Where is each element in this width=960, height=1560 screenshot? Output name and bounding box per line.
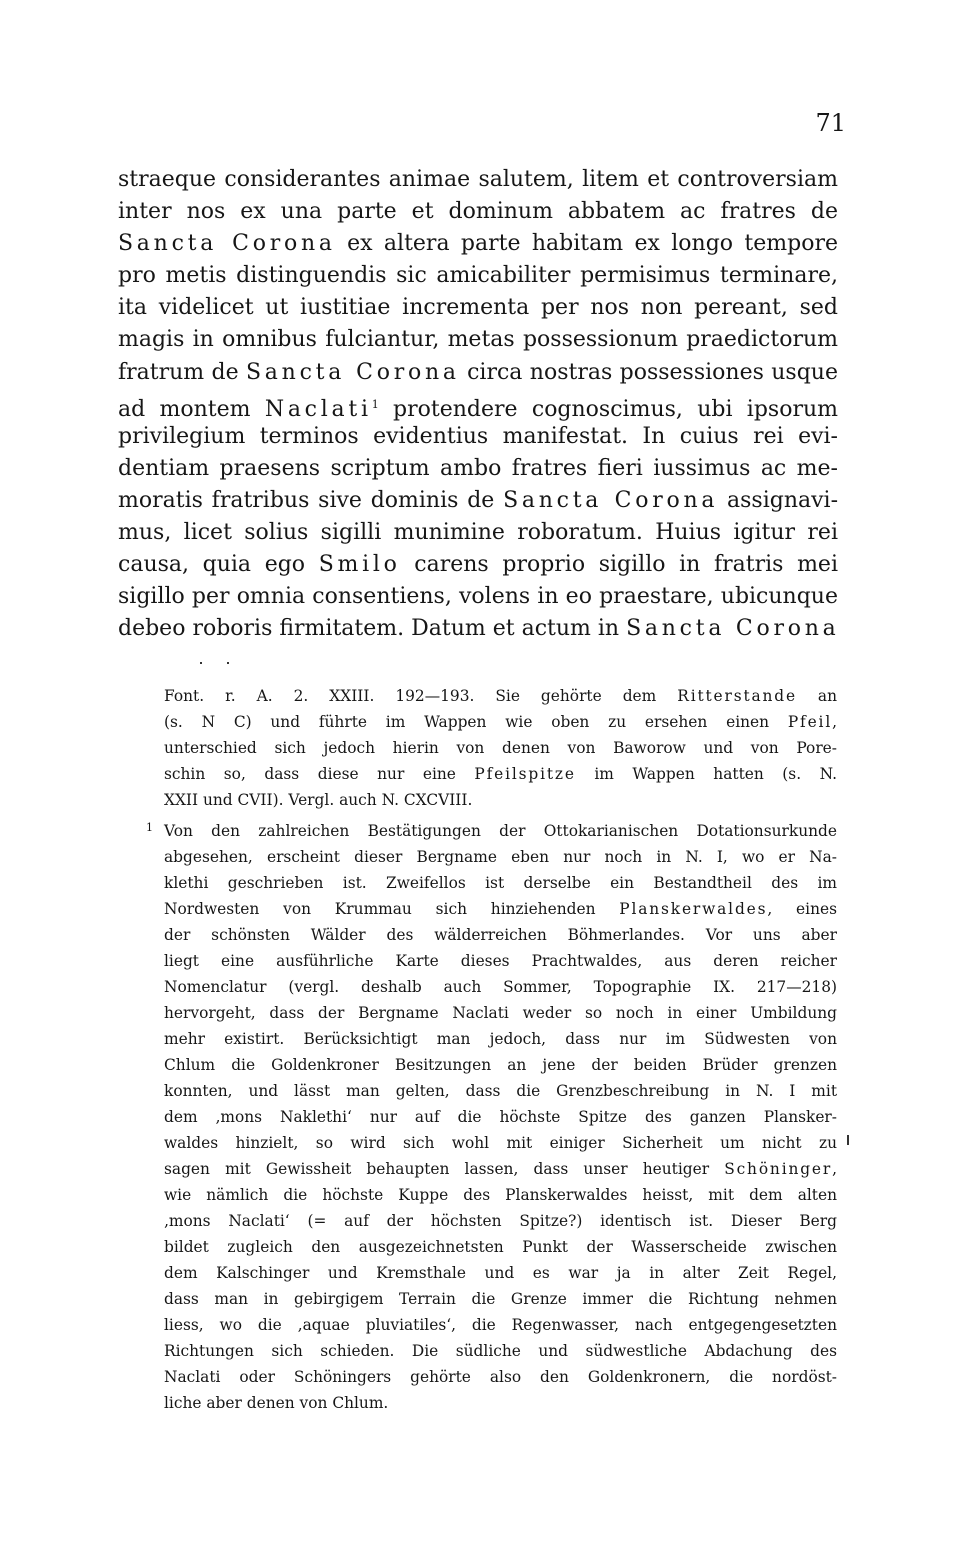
text-line xyxy=(118,613,838,645)
note-line xyxy=(164,683,837,709)
footnote-line: der schönsten Wälder des wälderreichen Böhmerlandes. Vor uns aber xyxy=(164,926,837,944)
note-line: XXII und CVII). Vergl. auch N. CXCVIII. xyxy=(164,791,473,809)
text-line xyxy=(118,357,838,389)
text-fragment: , xyxy=(832,713,837,731)
text-fragment: ad montem xyxy=(118,396,265,422)
text-line xyxy=(118,549,838,581)
text-line: inter nos ex una parte et dominum abbatem ac fratres de xyxy=(118,199,838,225)
text-line: mus, licet solius sigilli munimine roboratum. Huius igitur rei xyxy=(118,520,838,546)
charter-text xyxy=(118,164,838,645)
footnote-line: konnten, und lässt man gelten, dass die Grenzbeschreibung in N. I mit xyxy=(164,1082,837,1100)
footnote-line: Chlum die Goldenkroner Besitzungen an jene der beiden Brüder grenzen xyxy=(164,1056,837,1074)
margin-mark xyxy=(847,1135,849,1145)
footnote-line: wie nämlich die höchste Kuppe des Planskerwaldes heisst, mit dem alten xyxy=(164,1186,837,1204)
footnote-line: bildet zugleich den ausgezeichnetsten Punkt der Wasserscheide zwischen xyxy=(164,1238,837,1256)
footnote-line xyxy=(164,896,837,922)
separator-dot xyxy=(200,662,202,664)
text-fragment: , eines xyxy=(767,900,838,918)
spaced-name: Sancta Corona xyxy=(503,487,719,513)
footnote-reference: 1 xyxy=(371,397,379,411)
footnote-line: mehr existirt. Berücksichtigt man jedoch, dass nur im Südwesten von xyxy=(164,1030,837,1048)
text-line: ita videlicet ut iustitiae incrementa per nos non pereant, sed xyxy=(118,295,838,321)
page-number: 71 xyxy=(815,109,846,137)
text-line: sigillo per omnia consentiens, volens in eo praestare, ubicunque xyxy=(118,584,838,610)
text-fragment: ex altera parte habitam ex longo tempore xyxy=(335,231,838,257)
footnote-line: dass man in gebirgigem Terrain die Grenze immer die Richtung nehmen xyxy=(164,1290,837,1308)
text-fragment: im Wappen hatten (s. N. xyxy=(575,765,837,783)
footnote-line: liess, wo die ‚aquae pluviatiles‘, die Regenwasser, nach entgegengesetzten xyxy=(164,1316,837,1334)
text-fragment: causa, quia ego xyxy=(118,552,319,578)
footnote-line: Richtungen sich schieden. Die südliche und südwestliche Abdachung des xyxy=(164,1342,837,1360)
footnote-line: klethi geschrieben ist. Zweifellos ist derselbe ein Bestandtheil des im xyxy=(164,874,837,892)
text-line xyxy=(118,485,838,517)
text-line: pro metis distinguendis sic amicabiliter permisimus terminare, xyxy=(118,263,838,289)
text-line: dentiam praesens scriptum ambo fratres fieri iussimus ac me- xyxy=(118,455,838,481)
footnote-line: dem ‚mons Naklethi‘ nur auf die höchste Spitze des ganzen Plansker- xyxy=(164,1108,837,1126)
spaced-name: Sancta Corona xyxy=(626,616,840,642)
text-fragment: sagen mit Gewissheit behaupten lassen, dass unser heutiger xyxy=(164,1160,725,1178)
text-fragment: schin so, dass diese nur eine xyxy=(164,765,475,783)
spaced-term: Pfeil xyxy=(787,713,833,731)
text-fragment: moratis fratribus sive dominis de xyxy=(118,487,504,513)
spaced-term: Pfeilspitze xyxy=(474,765,576,783)
text-fragment: assignavi- xyxy=(718,487,839,513)
footnote-line: Nomenclatur (vergl. deshalb auch Sommer, Topographie IX. 217—218) xyxy=(164,978,837,996)
text-line xyxy=(118,228,838,260)
footnote xyxy=(164,818,837,1416)
text-fragment: debeo roboris firmitatem. Datum et actum in xyxy=(118,616,627,642)
spaced-name: Sancta Corona xyxy=(118,231,336,257)
spaced-term: Ritterstande xyxy=(677,687,797,705)
text-fragment: Nordwesten von Krummau sich hinziehenden xyxy=(164,900,620,918)
footnote-line: liegt eine ausführliche Karte dieses Prachtwaldes, aus deren reicher xyxy=(164,952,837,970)
footnote-line: hervorgeht, dass der Bergname Naclati weder so noch in einer Umbildung xyxy=(164,1004,837,1022)
separator-dot xyxy=(227,662,229,664)
text-fragment: an xyxy=(796,687,838,705)
spaced-name: Naclati xyxy=(264,396,372,422)
text-fragment: , xyxy=(832,1160,837,1178)
text-fragment: Font. r. A. 2. XXIII. 192—193. Sie gehörte dem xyxy=(164,687,678,705)
text-fragment: carens proprio sigillo in fratris mei xyxy=(400,552,838,578)
note-line xyxy=(164,709,837,735)
footnote-line xyxy=(164,1156,837,1182)
text-fragment: protendere cognoscimus, ubi ipsorum xyxy=(378,396,839,422)
spaced-name: Smilo xyxy=(318,552,401,578)
spaced-term: Planskerwaldes xyxy=(619,900,768,918)
text-fragment: (s. N C) und führte im Wappen wie oben zu ersehen einen xyxy=(164,713,788,731)
footnote-line: Naclati oder Schöningers gehörte also den Goldenkronern, die nordöst- xyxy=(164,1368,837,1386)
note-line: unterschied sich jedoch hierin von denen von Baworow und von Pore- xyxy=(164,739,837,757)
separator-mark xyxy=(200,658,230,666)
spaced-name: Sancta Corona xyxy=(246,359,460,385)
editorial-note xyxy=(164,683,837,813)
text-line xyxy=(118,389,838,421)
text-fragment: circa nostras possessiones usque xyxy=(459,359,838,385)
text-line: magis in omnibus fulciantur, metas possessionum praedictorum xyxy=(118,327,838,353)
footnote-line: waldes hinzielt, so wird sich wohl mit einiger Sicherheit um nicht zu xyxy=(164,1134,837,1152)
footnote-line: liche aber denen von Chlum. xyxy=(164,1394,389,1412)
footnote-line: dem Kalschinger und Kremsthale und es war ja in alter Zeit Regel, xyxy=(164,1264,837,1282)
note-line xyxy=(164,761,837,787)
footnote-line: abgesehen, erscheint dieser Bergname eben nur noch in N. I, wo er Na- xyxy=(164,848,837,866)
text-line: straeque considerantes animae salutem, litem et controversiam xyxy=(118,167,838,192)
text-fragment: fratrum de xyxy=(118,359,246,385)
footnote-line: Von den zahlreichen Bestätigungen der Ottokarianischen Dotationsurkunde xyxy=(164,822,837,840)
spaced-term: Schöninger xyxy=(724,1160,833,1178)
footnote-marker: 1 xyxy=(146,821,153,834)
footnote-line: ‚mons Naclati‘ (= auf der höchsten Spitze?) identisch ist. Dieser Berg xyxy=(164,1212,837,1230)
text-line: privilegium terminos evidentius manifestat. In cuius rei evi- xyxy=(118,423,838,449)
